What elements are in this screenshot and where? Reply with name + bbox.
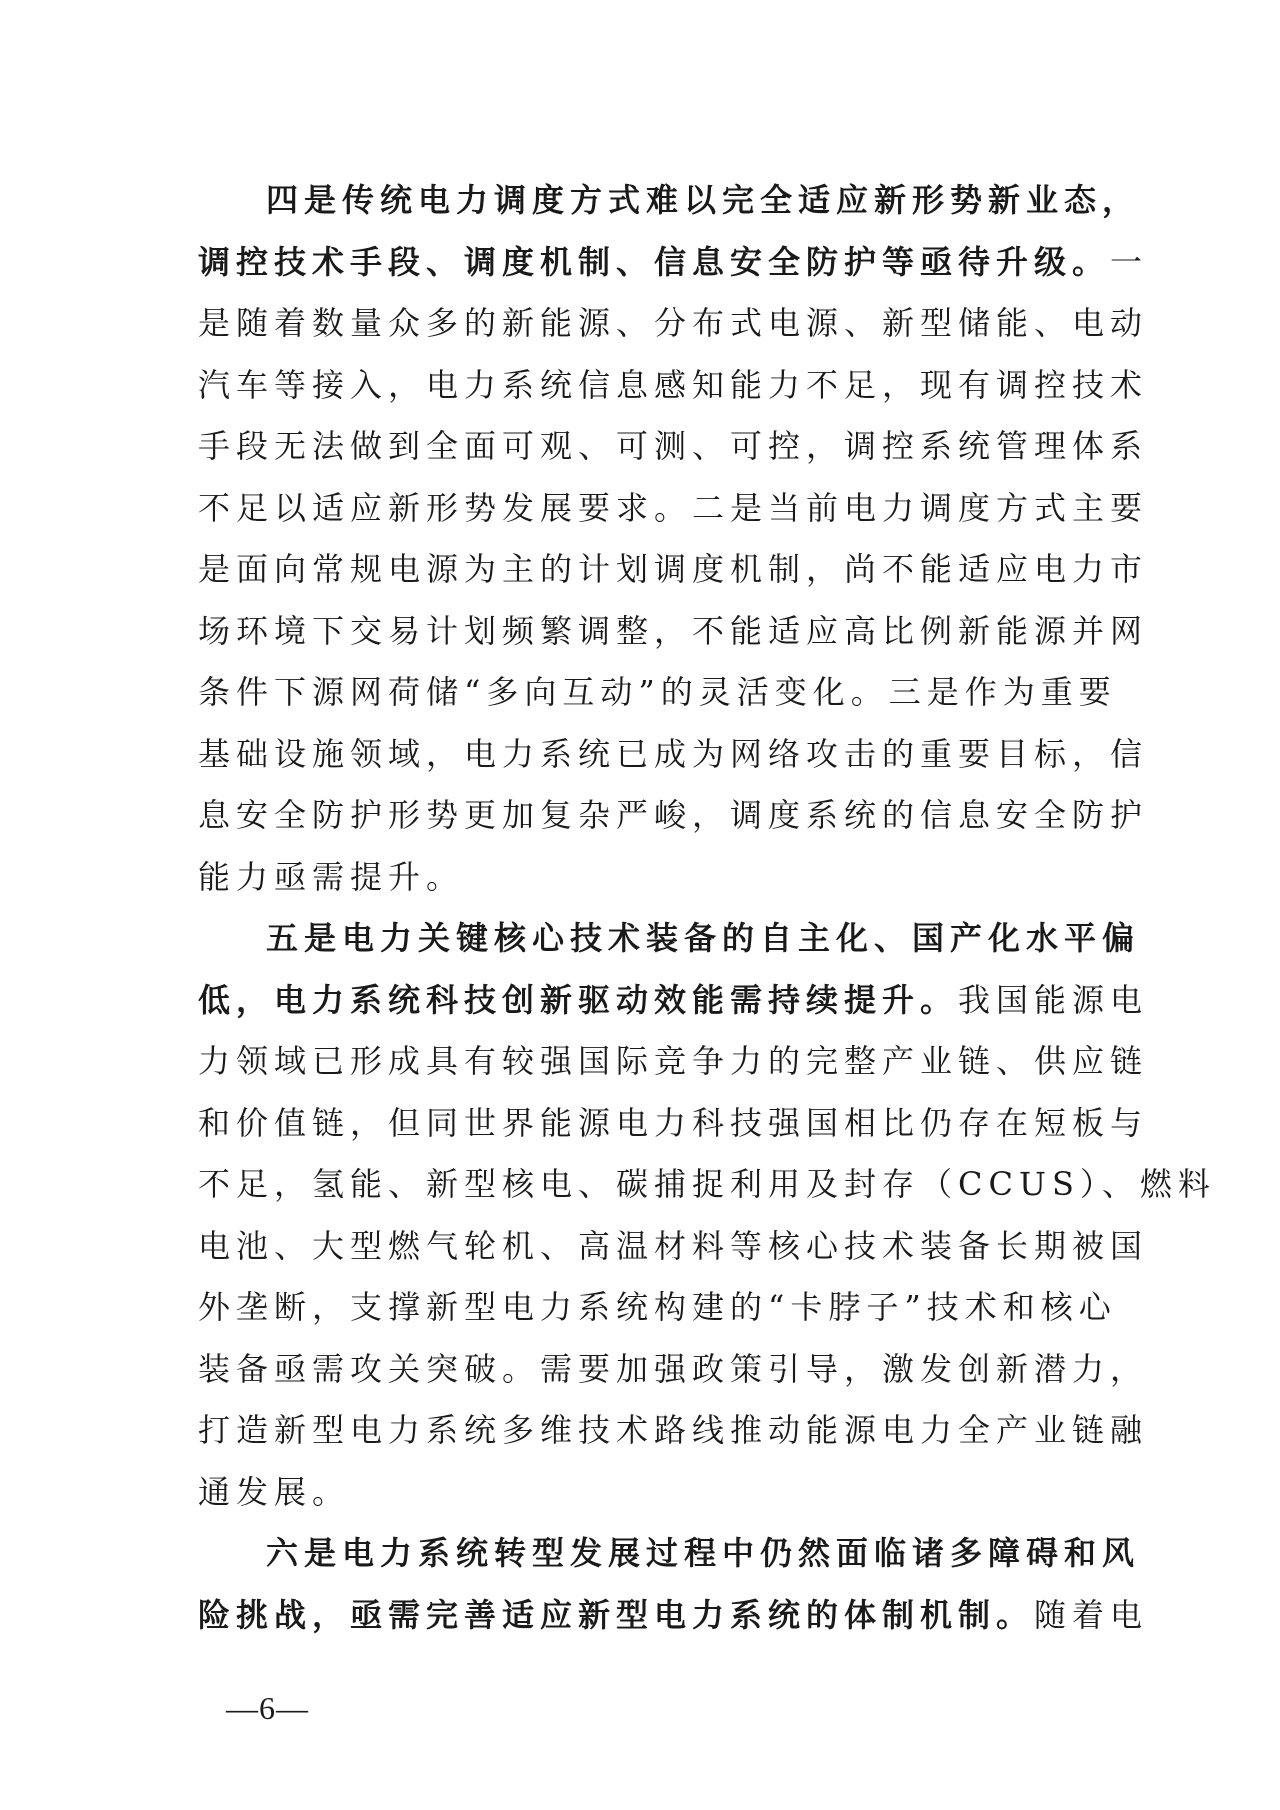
text-span: 打造新型电力系统多维技术路线推动能源电力全产业链融 (198, 1411, 1149, 1449)
text-line (198, 970, 1149, 1032)
text-span: 基础设施领域，电力系统已成为网络攻击的重要目标，信 (198, 734, 1149, 773)
text-span: 通发展。 (198, 1472, 351, 1511)
text-span: 汽车等接入，电力系统信息感知能力不足，现有调控技术 (198, 365, 1149, 404)
text-span: 不足，氢能、新型核电、碳捕捉利用及封存（CCUS）、燃料 (198, 1165, 1216, 1203)
text-line (198, 232, 1149, 294)
bold-text-span: 六是电力系统转型发展过程中仍然面临诸多障碍和风 (266, 1534, 1141, 1572)
text-line (198, 1216, 1149, 1278)
text-line (198, 1339, 1149, 1401)
body-text (198, 170, 1216, 1646)
bold-text-span: 四是传统电力调度方式难以完全适应新形势新业态， (266, 181, 1141, 219)
text-span: 条件下源网荷储“多向互动”的灵活变化。三是作为重要 (198, 673, 1117, 711)
text-span: 装备亟需攻关突破。需要加强政策引导，激发创新潜力， (198, 1349, 1149, 1388)
text-span: 力领域已形成具有较强国际竞争力的完整产业链、供应链 (198, 1042, 1149, 1080)
text-line (198, 847, 1078, 909)
text-span: 外垄断，支撑新型电力系统构建的“卡脖子”技术和核心 (198, 1288, 1117, 1326)
bold-text-span: 调控技术手段、调度机制、信息安全防护等亟待升级。 (198, 242, 1111, 281)
text-line (198, 1523, 1141, 1585)
text-span: 场环境下交易计划频繁调整，不能适应高比例新能源并网 (198, 611, 1149, 650)
text-line (198, 908, 1141, 970)
page-number: —6— (226, 1690, 309, 1726)
text-span: 我国能源电 (958, 980, 1149, 1019)
bold-text-span: 五是电力关键核心技术装备的自主化、国产化水平偏 (266, 919, 1141, 957)
text-span: 随着电 (1034, 1595, 1149, 1634)
text-line (198, 539, 1149, 601)
bold-text-span: 险挑战，亟需完善适应新型电力系统的体制机制。 (198, 1595, 1035, 1634)
text-line (198, 724, 1149, 786)
text-span: 能力亟需提升。 (198, 857, 465, 896)
text-line (198, 785, 1149, 847)
text-line (198, 478, 1149, 540)
bold-text-span: 低，电力系统科技创新驱动效能需持续提升。 (198, 980, 959, 1019)
text-span: 不足以适应新形势发展要求。二是当前电力调度方式主要 (198, 488, 1149, 527)
text-span: 是随着数量众多的新能源、分布式电源、新型储能、电动 (198, 304, 1149, 342)
text-line (198, 1400, 1149, 1462)
text-span: 一 (1110, 242, 1149, 281)
text-span: 手段无法做到全面可观、可测、可控，调控系统管理体系 (198, 427, 1149, 465)
text-line (198, 1093, 1149, 1155)
text-line (198, 1154, 1216, 1216)
text-line (198, 170, 1141, 232)
text-span: 电池、大型燃气轮机、高温材料等核心技术装备长期被国 (198, 1226, 1149, 1265)
text-line (198, 416, 1149, 478)
text-line (198, 1585, 1149, 1647)
text-line (198, 662, 1117, 724)
text-line (198, 293, 1149, 355)
text-span: 和价值链，但同世界能源电力科技强国相比仍存在短板与 (198, 1103, 1149, 1142)
text-line (198, 1277, 1117, 1339)
text-span: 是面向常规电源为主的计划调度机制，尚不能适应电力市 (198, 550, 1149, 588)
text-span: 息安全防护形势更加复杂严峻，调度系统的信息安全防护 (198, 796, 1149, 834)
text-line (198, 1031, 1149, 1093)
text-line (198, 355, 1149, 417)
text-line (198, 601, 1149, 663)
text-line (198, 1462, 1078, 1524)
